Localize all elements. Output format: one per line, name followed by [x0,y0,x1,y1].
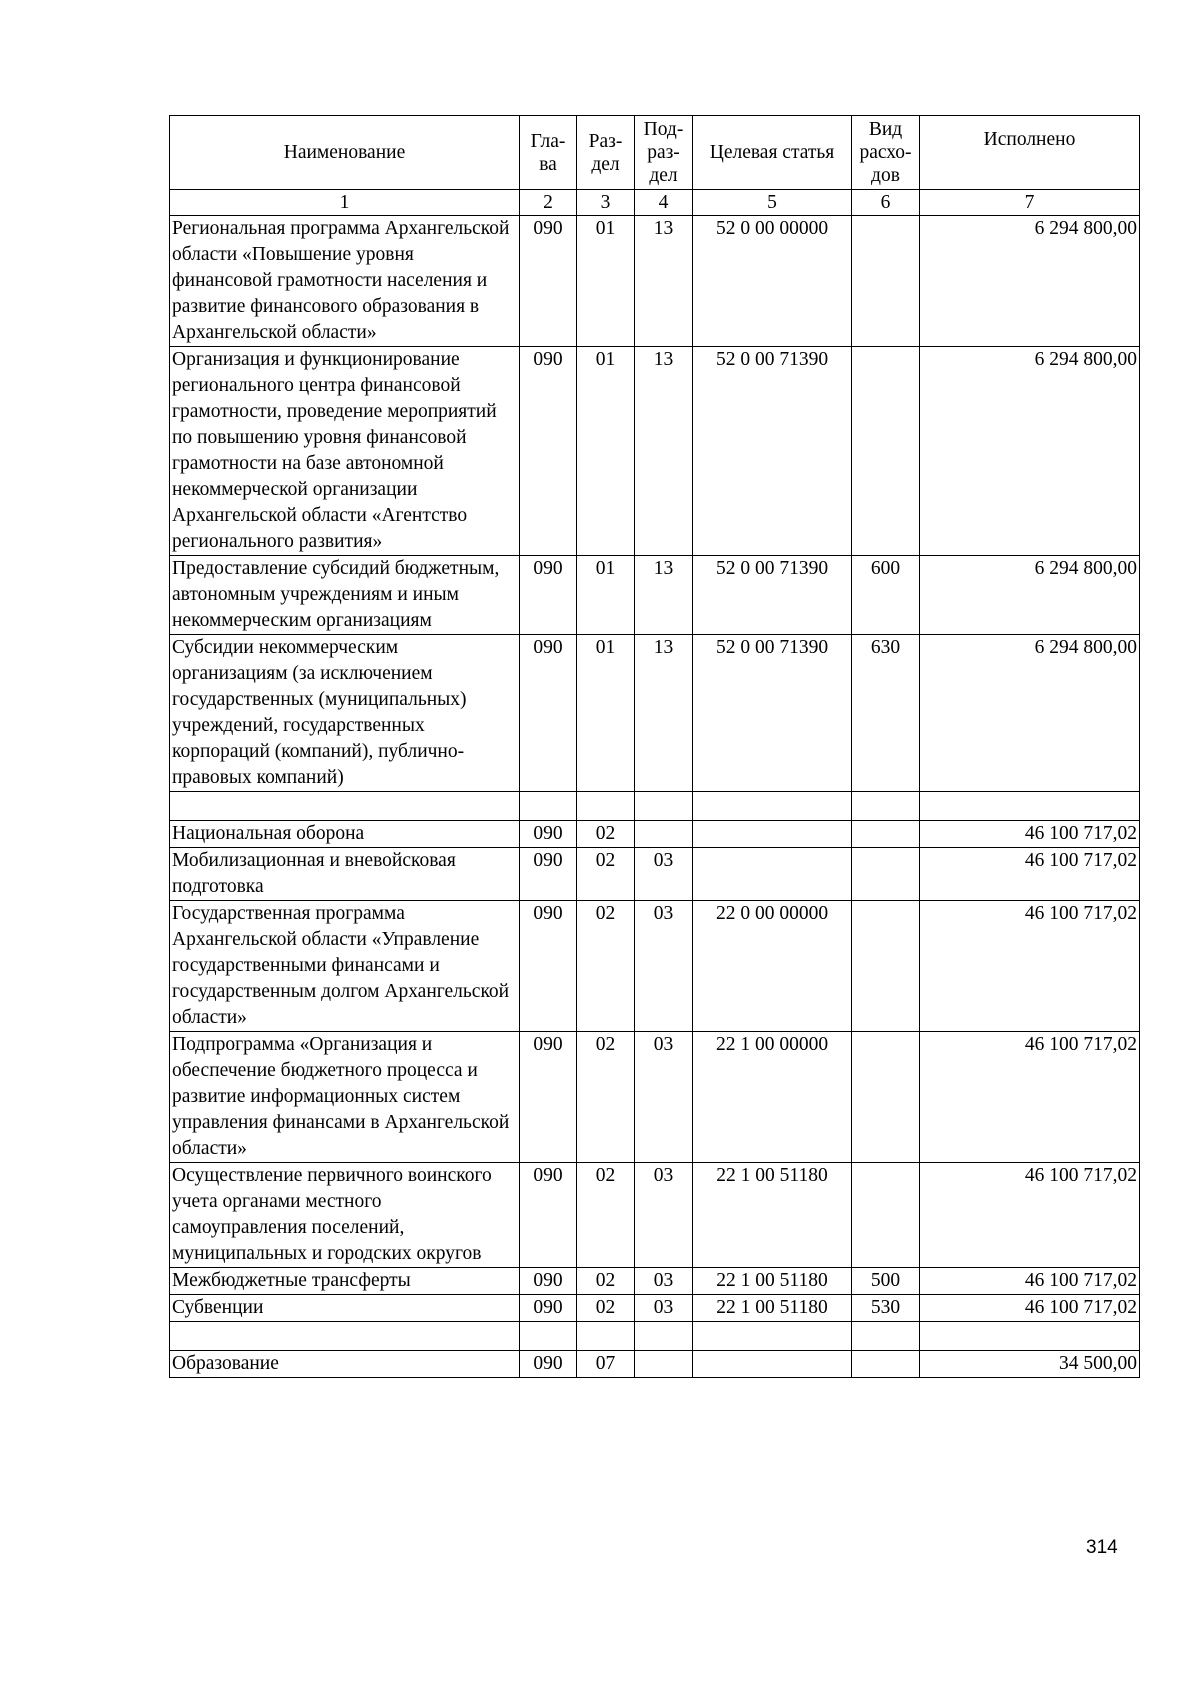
row-chapter-cell [520,792,577,821]
row-amount-cell: 46 100 717,02 [920,901,1140,1032]
row-target-cell [693,1351,852,1378]
row-amount-cell: 34 500,00 [920,1351,1140,1378]
row-target-cell [693,1322,852,1351]
table-row [170,1032,1140,1163]
table-body [170,190,1140,1378]
table-row [170,901,1140,1032]
table-row [170,1351,1140,1378]
row-subsection-cell: 03 [635,901,693,1032]
row-expense-type-cell: 600 [852,556,920,635]
row-chapter-cell: 090 [520,1351,577,1378]
table-row [170,216,1140,347]
budget-table [169,115,1140,1378]
column-number: 6 [852,190,920,216]
table-row [170,635,1140,792]
row-name-cell: Субвенции [170,1295,520,1322]
row-amount-cell: 46 100 717,02 [920,1295,1140,1322]
header-row [170,116,1140,190]
row-expense-type-cell [852,347,920,556]
row-name-cell [170,1322,520,1351]
column-number: 3 [577,190,635,216]
row-amount-cell [920,1322,1140,1351]
row-section-cell [577,1322,635,1351]
row-name-cell: Подпрограмма «Организация и обеспечение бюджетного процесса и развитие информационных систем управления финансами в Архангельской области» [170,1032,520,1163]
row-expense-type-cell [852,792,920,821]
row-target-cell [693,792,852,821]
row-section-cell: 02 [577,1163,635,1268]
row-subsection-cell: 13 [635,347,693,556]
row-chapter-cell: 090 [520,1032,577,1163]
row-section-cell: 01 [577,635,635,792]
row-subsection-cell [635,1322,693,1351]
row-target-cell: 52 0 00 71390 [693,635,852,792]
row-chapter-cell: 090 [520,1163,577,1268]
row-chapter-cell: 090 [520,347,577,556]
row-subsection-cell: 03 [635,1268,693,1295]
row-target-cell [693,821,852,848]
column-number: 2 [520,190,577,216]
row-name-cell: Организация и функционирование регионального центра финансовой грамотности, проведение мероприятий по повышению уровня финансовой грамотности на базе автономной некоммерческой организации Архангельской области «Агентство регионального развития» [170,347,520,556]
row-subsection-cell: 03 [635,1295,693,1322]
row-expense-type-cell: 530 [852,1295,920,1322]
row-subsection-cell: 03 [635,1032,693,1163]
row-name-cell: Осуществление первичного воинского учета органами местного самоуправления поселений, муниципальных и городских округов [170,1163,520,1268]
row-section-cell: 02 [577,1268,635,1295]
row-section-cell: 02 [577,1295,635,1322]
table-row [170,1295,1140,1322]
row-amount-cell: 46 100 717,02 [920,1163,1140,1268]
row-subsection-cell: 03 [635,848,693,901]
row-amount-cell: 46 100 717,02 [920,1268,1140,1295]
row-target-cell: 22 0 00 00000 [693,901,852,1032]
header-target: Целевая статья [693,116,852,190]
row-chapter-cell: 090 [520,635,577,792]
row-expense-type-cell [852,821,920,848]
row-chapter-cell: 090 [520,848,577,901]
row-target-cell [693,848,852,901]
row-section-cell: 02 [577,848,635,901]
column-number-row [170,190,1140,216]
row-section-cell: 02 [577,821,635,848]
header-subsection: Под- раз- дел [635,116,693,190]
row-name-cell: Мобилизационная и вневойсковая подготовка [170,848,520,901]
row-chapter-cell: 090 [520,901,577,1032]
row-target-cell: 52 0 00 71390 [693,556,852,635]
row-subsection-cell [635,821,693,848]
row-subsection-cell: 13 [635,216,693,347]
row-amount-cell: 6 294 800,00 [920,216,1140,347]
table-row [170,556,1140,635]
row-expense-type-cell [852,1163,920,1268]
row-expense-type-cell [852,1351,920,1378]
table-row [170,1322,1140,1351]
row-section-cell: 02 [577,901,635,1032]
row-chapter-cell [520,1322,577,1351]
header-expense-type: Вид расхо- дов [852,116,920,190]
row-amount-cell: 46 100 717,02 [920,848,1140,901]
row-subsection-cell: 13 [635,635,693,792]
row-expense-type-cell [852,1032,920,1163]
row-section-cell: 01 [577,556,635,635]
row-subsection-cell [635,1351,693,1378]
row-expense-type-cell: 630 [852,635,920,792]
row-amount-cell: 6 294 800,00 [920,556,1140,635]
header-executed: Исполнено [920,116,1140,190]
row-target-cell: 52 0 00 00000 [693,216,852,347]
row-section-cell: 02 [577,1032,635,1163]
header-name: Наименование [170,116,520,190]
column-number: 7 [920,190,1140,216]
row-target-cell: 22 1 00 51180 [693,1163,852,1268]
row-expense-type-cell [852,1322,920,1351]
row-name-cell: Субсидии некоммерческим организациям (за исключением государственных (муниципальных) учреждений, государственных корпораций (компаний), публично-правовых компаний) [170,635,520,792]
row-chapter-cell: 090 [520,1268,577,1295]
row-target-cell: 22 1 00 51180 [693,1268,852,1295]
row-target-cell: 52 0 00 71390 [693,347,852,556]
row-expense-type-cell [852,216,920,347]
column-number: 4 [635,190,693,216]
row-section-cell: 01 [577,347,635,556]
row-amount-cell: 46 100 717,02 [920,821,1140,848]
header-section: Раз- дел [577,116,635,190]
row-target-cell: 22 1 00 00000 [693,1032,852,1163]
column-number: 5 [693,190,852,216]
table-row [170,821,1140,848]
row-amount-cell: 6 294 800,00 [920,635,1140,792]
row-chapter-cell: 090 [520,556,577,635]
row-name-cell: Предоставление субсидий бюджетным, автономным учреждениям и иным некоммерческим организациям [170,556,520,635]
table-row [170,1268,1140,1295]
page-number: 314 [1086,1537,1118,1558]
row-name-cell: Межбюджетные трансферты [170,1268,520,1295]
column-number: 1 [170,190,520,216]
table-row [170,347,1140,556]
table-row [170,792,1140,821]
row-section-cell: 01 [577,216,635,347]
row-section-cell: 07 [577,1351,635,1378]
row-subsection-cell [635,792,693,821]
row-name-cell: Государственная программа Архангельской области «Управление государственными финансами и государственным долгом Архангельской области» [170,901,520,1032]
header-chapter: Гла- ва [520,116,577,190]
row-amount-cell [920,792,1140,821]
row-name-cell: Национальная оборона [170,821,520,848]
row-name-cell [170,792,520,821]
row-amount-cell: 46 100 717,02 [920,1032,1140,1163]
row-expense-type-cell [852,901,920,1032]
row-subsection-cell: 03 [635,1163,693,1268]
row-expense-type-cell: 500 [852,1268,920,1295]
row-chapter-cell: 090 [520,1295,577,1322]
row-name-cell: Образование [170,1351,520,1378]
table-row [170,1163,1140,1268]
row-amount-cell: 6 294 800,00 [920,347,1140,556]
row-target-cell: 22 1 00 51180 [693,1295,852,1322]
row-chapter-cell: 090 [520,821,577,848]
table-row [170,848,1140,901]
row-section-cell [577,792,635,821]
row-chapter-cell: 090 [520,216,577,347]
row-name-cell: Региональная программа Архангельской области «Повышение уровня финансовой грамотности населения и развитие финансового образования в Архангельской области» [170,216,520,347]
row-subsection-cell: 13 [635,556,693,635]
row-expense-type-cell [852,848,920,901]
